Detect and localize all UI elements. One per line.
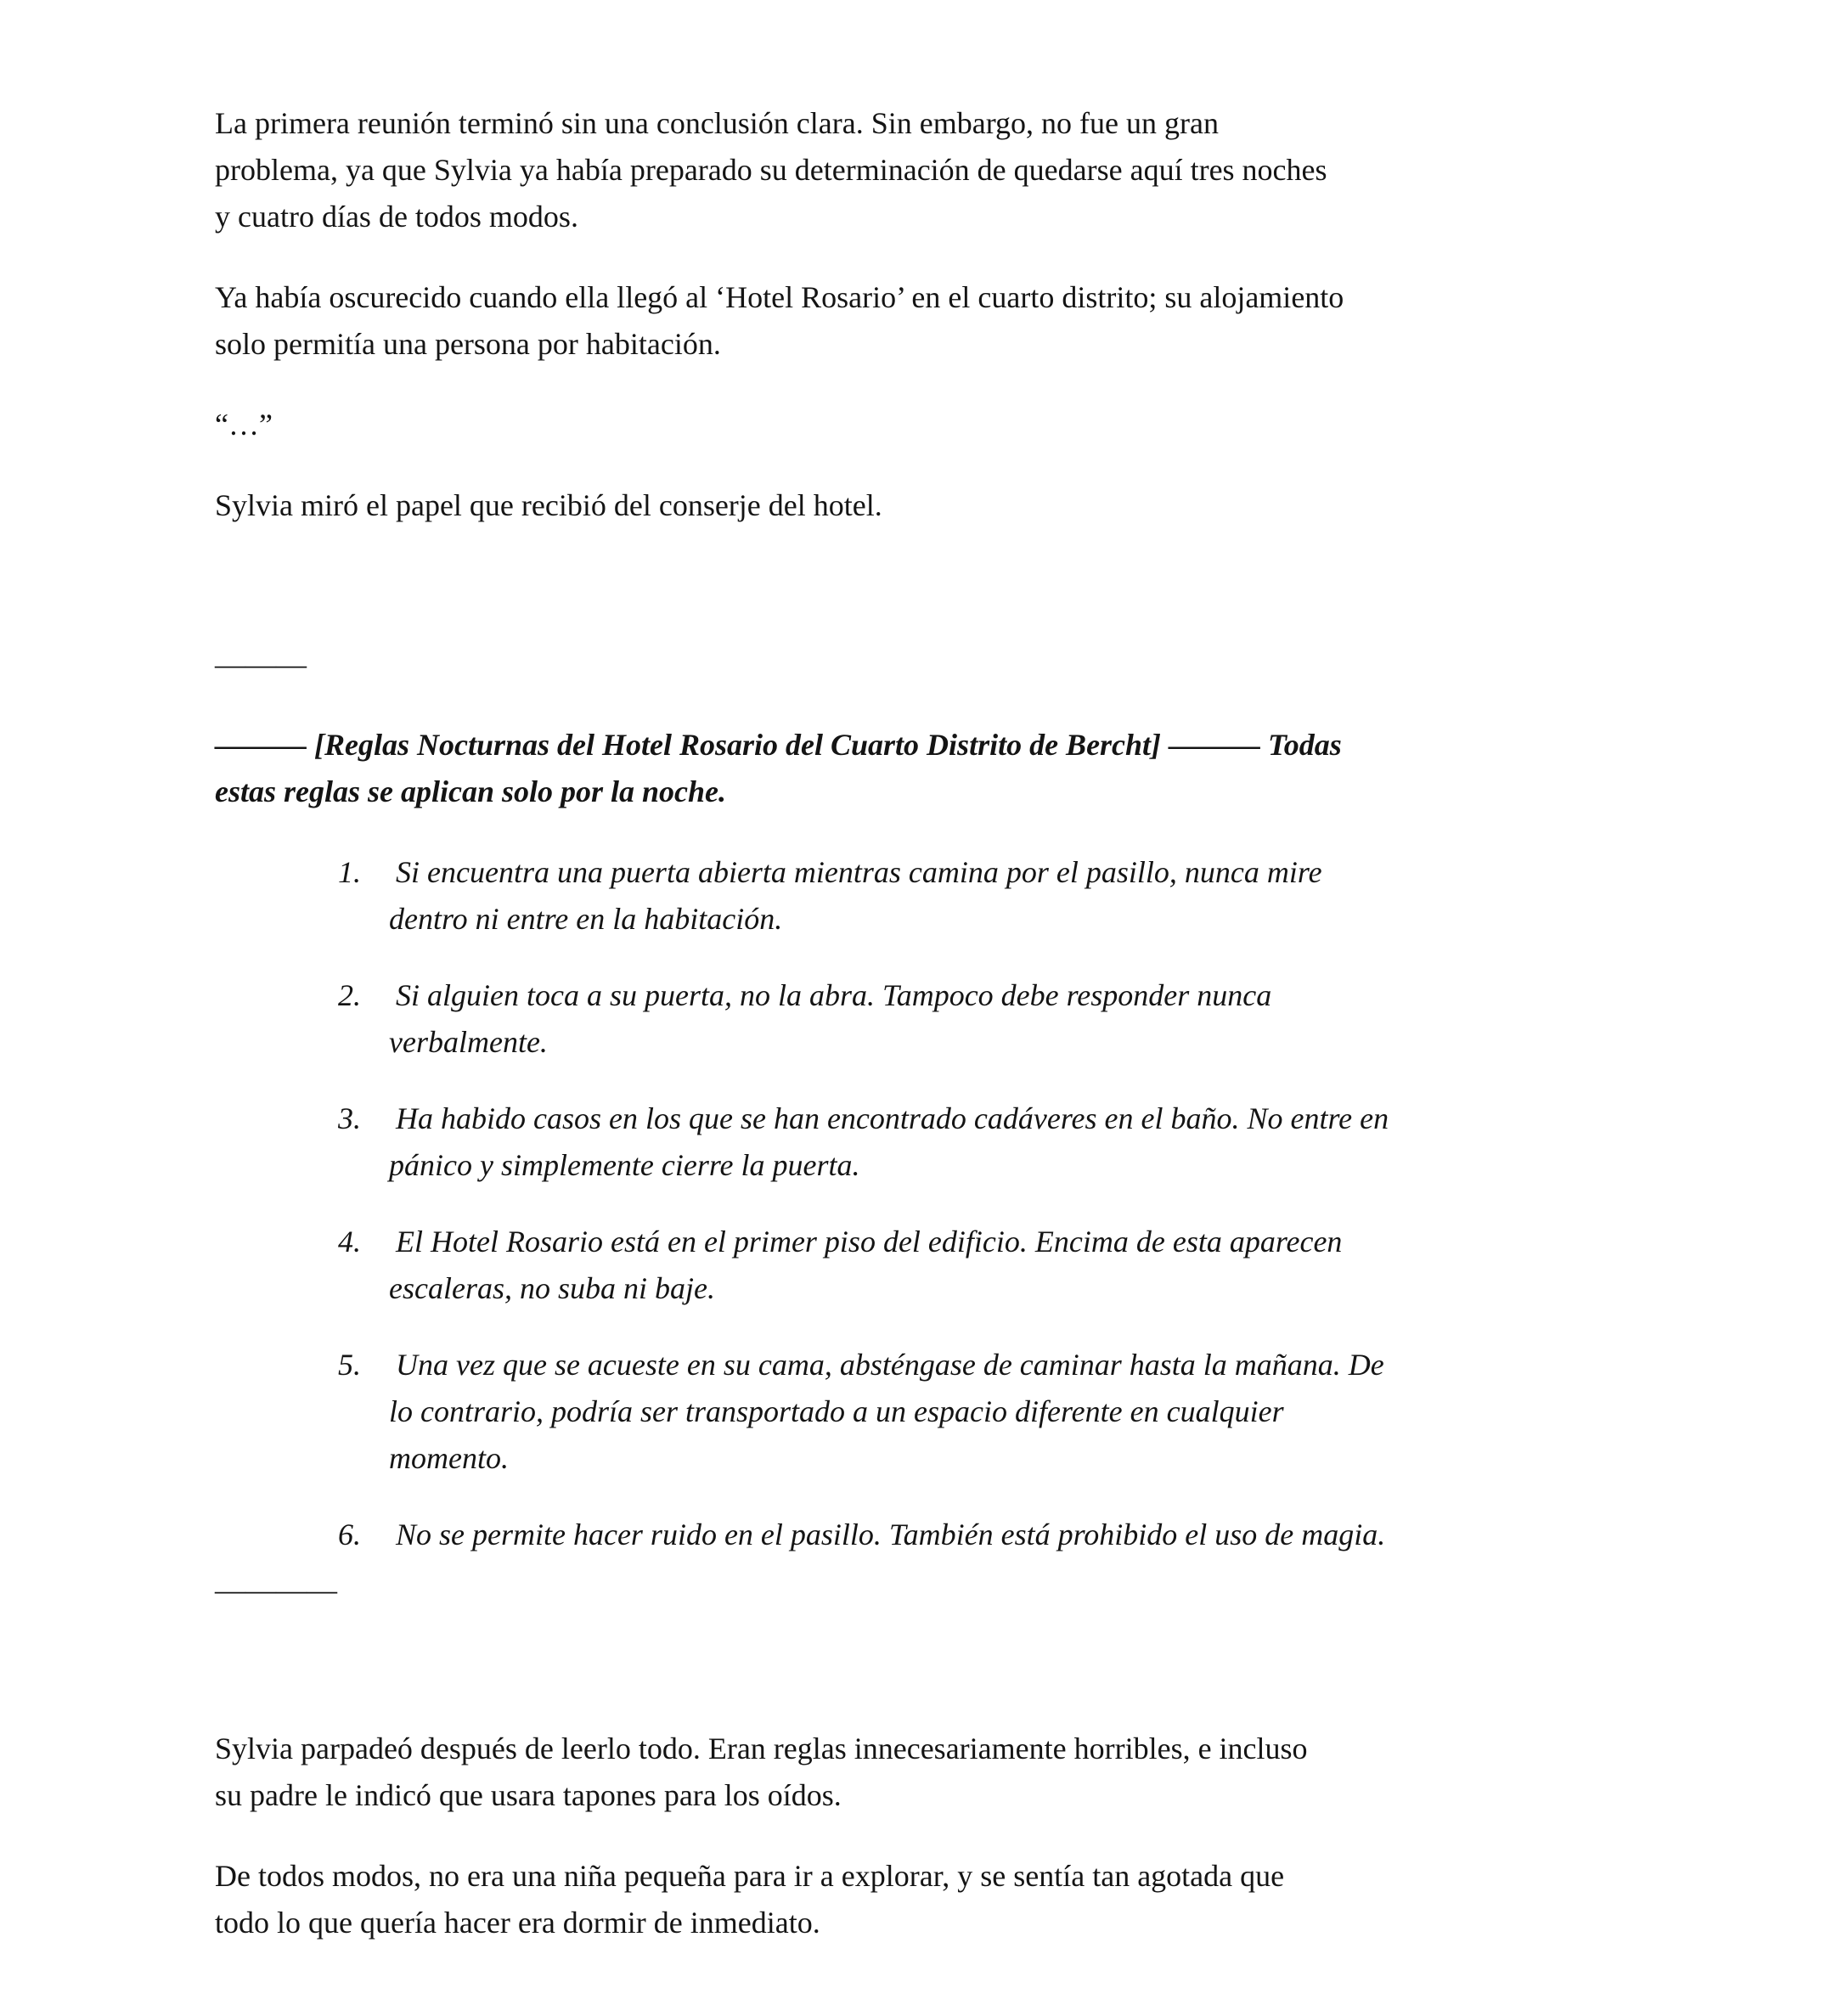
text-line: Ha habido casos en los que se han encontrado cadáveres en el baño. No entre en	[396, 1101, 1389, 1135]
text-line: estas reglas se aplican solo por la noche.	[215, 774, 727, 808]
rule-number: 6.	[338, 1518, 361, 1551]
text-line: dentro ni entre en la habitación.	[389, 902, 783, 936]
rule-item	[338, 1342, 1631, 1482]
paragraph	[215, 1853, 1631, 1946]
separator-dashes: ———	[215, 647, 307, 681]
rule-item	[338, 1512, 1631, 1558]
text-line: momento.	[389, 1441, 509, 1475]
rule-text	[389, 1095, 1631, 1189]
rule-number: 3.	[338, 1101, 361, 1135]
text-line: Una vez que se acueste en su cama, absténgase de caminar hasta la mañana. De	[396, 1348, 1384, 1382]
text-line: lo contrario, podría ser transportado a un espacio diferente en cualquier	[389, 1394, 1284, 1428]
text-line: Sylvia miró el papel que recibió del conserje del hotel.	[215, 488, 882, 522]
rules-list	[215, 849, 1631, 1558]
separator	[215, 641, 1631, 688]
paragraph	[215, 482, 1631, 529]
rule-text	[389, 1342, 1631, 1482]
blank-line	[215, 1647, 1631, 1692]
text-line: No se permite hacer ruido en el pasillo. También está prohibido el uso de magia.	[396, 1518, 1386, 1551]
text-line: todo lo que quería hacer era dormir de inmediato.	[215, 1906, 820, 1940]
text-line: El Hotel Rosario está en el primer piso del edificio. Encima de esta aparecen	[396, 1225, 1343, 1259]
text-line: Ya había oscurecido cuando ella llegó al ‘Hotel Rosario’ en el cuarto distrito; su alojamiento	[215, 280, 1344, 314]
rule-text	[389, 1512, 1631, 1558]
paragraph	[215, 274, 1631, 368]
text-line: verbalmente.	[389, 1025, 548, 1059]
blank-line	[215, 563, 1631, 607]
rule-number: 2.	[338, 978, 361, 1012]
text-line: Si encuentra una puerta abierta mientras camina por el pasillo, nunca mire	[396, 855, 1322, 889]
text-line: escaleras, no suba ni baje.	[389, 1271, 715, 1305]
rule-number: 4.	[338, 1225, 361, 1259]
paragraph	[215, 100, 1631, 240]
text-line: ——— [Reglas Nocturnas del Hotel Rosario del Cuarto Distrito de Bercht] ——— Todas	[215, 728, 1342, 762]
text-line: Sylvia parpadeó después de leerlo todo. Eran reglas innecesariamente horribles, e incluso	[215, 1732, 1308, 1765]
paragraph	[215, 1726, 1631, 1819]
rule-item	[338, 1219, 1631, 1312]
rule-number: 5.	[338, 1348, 361, 1382]
text-line: “…”	[215, 408, 273, 442]
rule-number: 1.	[338, 855, 361, 889]
text-line: pánico y simplemente cierre la puerta.	[389, 1148, 860, 1182]
text-line: su padre le indicó que usara tapones para los oídos.	[215, 1778, 842, 1812]
rule-text	[389, 849, 1631, 943]
text-line: Si alguien toca a su puerta, no la abra. Tampoco debe responder nunca	[396, 978, 1272, 1012]
separator-dashes: ————	[215, 1573, 337, 1607]
text-line: solo permitía una persona por habitación.	[215, 327, 721, 361]
rule-item	[338, 1095, 1631, 1189]
rule-item	[338, 972, 1631, 1066]
text-line: De todos modos, no era una niña pequeña para ir a explorar, y se sentía tan agotada que	[215, 1859, 1285, 1893]
rule-text	[389, 1219, 1631, 1312]
text-line: y cuatro días de todos modos.	[215, 200, 578, 234]
rule-item	[338, 849, 1631, 943]
text-line: La primera reunión terminó sin una conclusión clara. Sin embargo, no fue un gran	[215, 106, 1219, 140]
separator	[215, 1567, 1631, 1613]
rule-text	[389, 972, 1631, 1066]
rules-heading	[215, 722, 1631, 815]
text-line: problema, ya que Sylvia ya había preparado su determinación de quedarse aquí tres noches	[215, 153, 1327, 187]
quote-paragraph	[215, 402, 1631, 448]
